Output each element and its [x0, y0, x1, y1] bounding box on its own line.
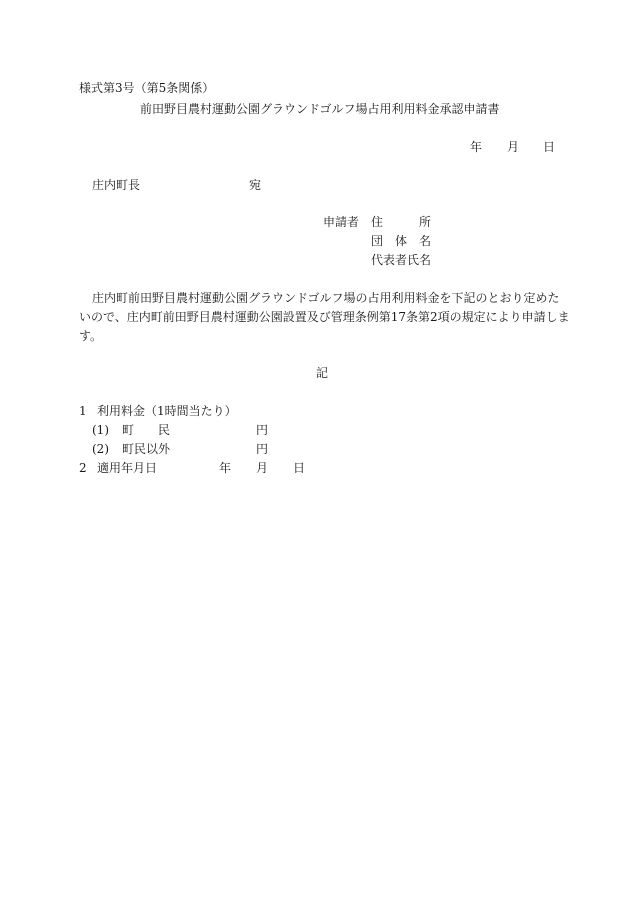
- document-title: 前田野目農村運動公園グラウンドゴルフ場占用利用料金承認申請書: [140, 102, 500, 116]
- addressee-name: 庄内町長: [92, 178, 141, 192]
- item-1-number: 1: [79, 404, 87, 418]
- date-day-label: 日: [543, 140, 556, 154]
- item-1-sub-1-number: (1): [92, 423, 109, 437]
- applicant-address-label: 住 所: [371, 215, 432, 229]
- body-text-line-2: いので、庄内町前田野目農村運動公園設置及び管理条例第17条第2項の規定により申請しま: [79, 310, 570, 324]
- item-2-label: 適用年月日: [97, 461, 158, 475]
- addressee-suffix: 宛: [249, 178, 262, 192]
- form-number: 様式第3号（第5条関係）: [79, 81, 215, 95]
- item-2-year-label: 年: [219, 461, 232, 475]
- item-1-label: 利用料金（1時間当たり）: [97, 404, 237, 418]
- applicant-group-label: 団 体 名: [371, 234, 432, 248]
- ki-heading: 記: [316, 366, 329, 380]
- item-1-sub-1-unit: 円: [256, 423, 269, 437]
- item-1-sub-1-label: 町 民: [122, 423, 171, 437]
- item-2-month-label: 月: [256, 461, 269, 475]
- date-month-label: 月: [507, 140, 520, 154]
- item-2-number: 2: [79, 461, 87, 475]
- applicant-representative-label: 代表者氏名: [371, 253, 432, 267]
- date-year-label: 年: [470, 140, 483, 154]
- body-text-line-1: 庄内町前田野目農村運動公園グラウンドゴルフ場の占用利用料金を下記のとおり定めた: [92, 291, 560, 305]
- item-2-day-label: 日: [293, 461, 306, 475]
- item-1-sub-2-number: (2): [92, 442, 109, 456]
- item-1-sub-2-label: 町民以外: [122, 442, 171, 456]
- item-1-sub-2-unit: 円: [256, 442, 269, 456]
- applicant-label: 申請者: [323, 215, 360, 229]
- body-text-line-3: す。: [79, 329, 103, 343]
